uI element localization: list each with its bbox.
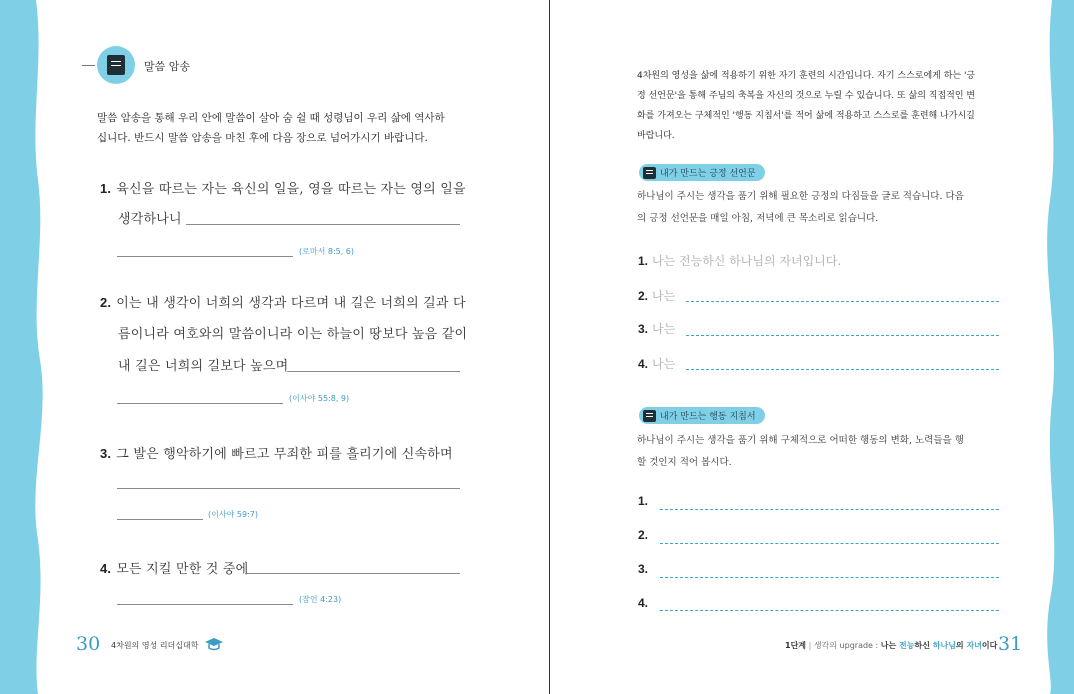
section-badge-action	[639, 407, 765, 424]
verse-reference-4: (잠언 4:23)	[299, 595, 342, 604]
verse-reference-1: (로마서 8:5, 6)	[299, 247, 355, 256]
right-intro-line-4: 바랍니다.	[637, 131, 675, 141]
question-2-line-1: 2. 이는 내 생각이 너희의 생각과 다르며 내 길은 너희의 길과 다	[100, 295, 466, 311]
right-intro-line-3: 화를 가져오는 구체적인 '행동 지침서'를 적어 삶에 적용하고 스스로를 훈련해 나가시길	[637, 111, 975, 121]
verse-reference-3: (이사야 59:7)	[208, 510, 258, 519]
footer-title-left: 4차원의 영성 리더십대학	[111, 641, 199, 650]
answer-blank[interactable]	[117, 604, 293, 605]
action-blank-3[interactable]	[660, 577, 999, 578]
badge-label: 내가 만드는 행동 지침서	[660, 412, 756, 422]
notebook-icon	[643, 167, 656, 179]
action-item-4: 4.	[638, 596, 649, 610]
declaration-item-1: 1. 나는 전능하신 하나님의 자녀입니다.	[638, 254, 842, 268]
answer-blank[interactable]	[117, 256, 293, 257]
section-badge-declaration	[639, 164, 765, 181]
question-2-line-2: 름이니라 여호와의 말씀이니라 이는 하늘이 땅보다 높음 같이	[118, 327, 468, 342]
book-icon	[107, 55, 125, 75]
answer-blank[interactable]	[186, 224, 460, 225]
declaration-item-2: 2. 나는	[638, 289, 676, 303]
graduation-cap-icon	[204, 637, 224, 651]
action-item-3: 3.	[638, 562, 649, 576]
section1-text-1: 하나님이 주시는 생각을 품기 위해 필요한 긍정의 다짐들을 글로 적습니다. 다음	[637, 191, 964, 202]
question-2-line-3: 내 길은 너희의 길보다 높으며	[118, 359, 289, 374]
intro-line-1: 말씀 암송을 통해 우리 안에 말씀이 살아 숨 쉴 때 성령님이 우리 삶에 역사하	[97, 112, 445, 124]
answer-blank[interactable]	[117, 488, 460, 489]
declaration-blank-4[interactable]	[686, 369, 999, 370]
right-intro-line-2: 정 선언문'을 통해 주님의 축복을 자신의 것으로 누릴 수 있습니다. 또 삶의 직접적인 변	[637, 91, 976, 101]
question-1-line-2: 생각하나니	[118, 212, 182, 227]
action-blank-4[interactable]	[660, 610, 999, 611]
page-number-right: 31	[998, 633, 1023, 655]
verse-reference-2: (이사야 55:8, 9)	[289, 394, 350, 403]
declaration-blank-2[interactable]	[686, 301, 999, 302]
declaration-blank-3[interactable]	[686, 335, 999, 336]
section-icon-circle	[97, 46, 135, 84]
action-blank-1[interactable]	[660, 509, 999, 510]
answer-blank[interactable]	[287, 371, 460, 372]
intro-line-2: 십니다. 반드시 말씀 암송을 마친 후에 다음 장으로 넘어가시기 바랍니다.	[97, 132, 428, 144]
declaration-item-4: 4. 나는	[638, 357, 676, 371]
right-intro-line-1: 4차원의 영성을 삶에 적용하기 위한 자기 훈련의 시간입니다. 자기 스스로에게 하는 '긍	[637, 71, 976, 81]
section2-text-2: 할 것인지 적어 봅시다.	[637, 457, 732, 468]
answer-blank[interactable]	[117, 403, 283, 404]
action-item-2: 2.	[638, 528, 649, 542]
footer-title-right: 1단계 | 생각의 upgrade : 나는 전능하신 하나님의 자녀이다	[785, 641, 998, 650]
action-blank-2[interactable]	[660, 543, 999, 544]
answer-blank[interactable]	[245, 573, 460, 574]
right-page	[550, 0, 1074, 694]
page-number-left: 30	[76, 633, 101, 655]
badge-label: 내가 만드는 긍정 선언문	[660, 169, 756, 179]
question-1-line-1: 1. 육신을 따르는 자는 육신의 일을, 영을 따르는 자는 영의 일을	[100, 181, 466, 197]
section2-text-1: 하나님이 주시는 생각을 품기 위해 구체적으로 어떠한 행동의 변화, 노력들을 행	[637, 435, 964, 446]
declaration-item-3: 3. 나는	[638, 322, 676, 336]
question-3-line-1: 3. 그 발은 행악하기에 빠르고 무죄한 피를 흘리기에 신속하며	[100, 446, 453, 462]
section-title: 말씀 암송	[144, 60, 191, 73]
notebook-icon	[643, 410, 656, 422]
answer-blank[interactable]	[117, 519, 203, 520]
question-4-line-1: 4. 모든 지킬 만한 것 중에	[100, 561, 249, 577]
section-rule	[82, 65, 95, 66]
section1-text-2: 의 긍정 선언문을 매일 아침, 저녁에 큰 목소리로 읽습니다.	[637, 213, 879, 224]
action-item-1: 1.	[638, 494, 649, 508]
